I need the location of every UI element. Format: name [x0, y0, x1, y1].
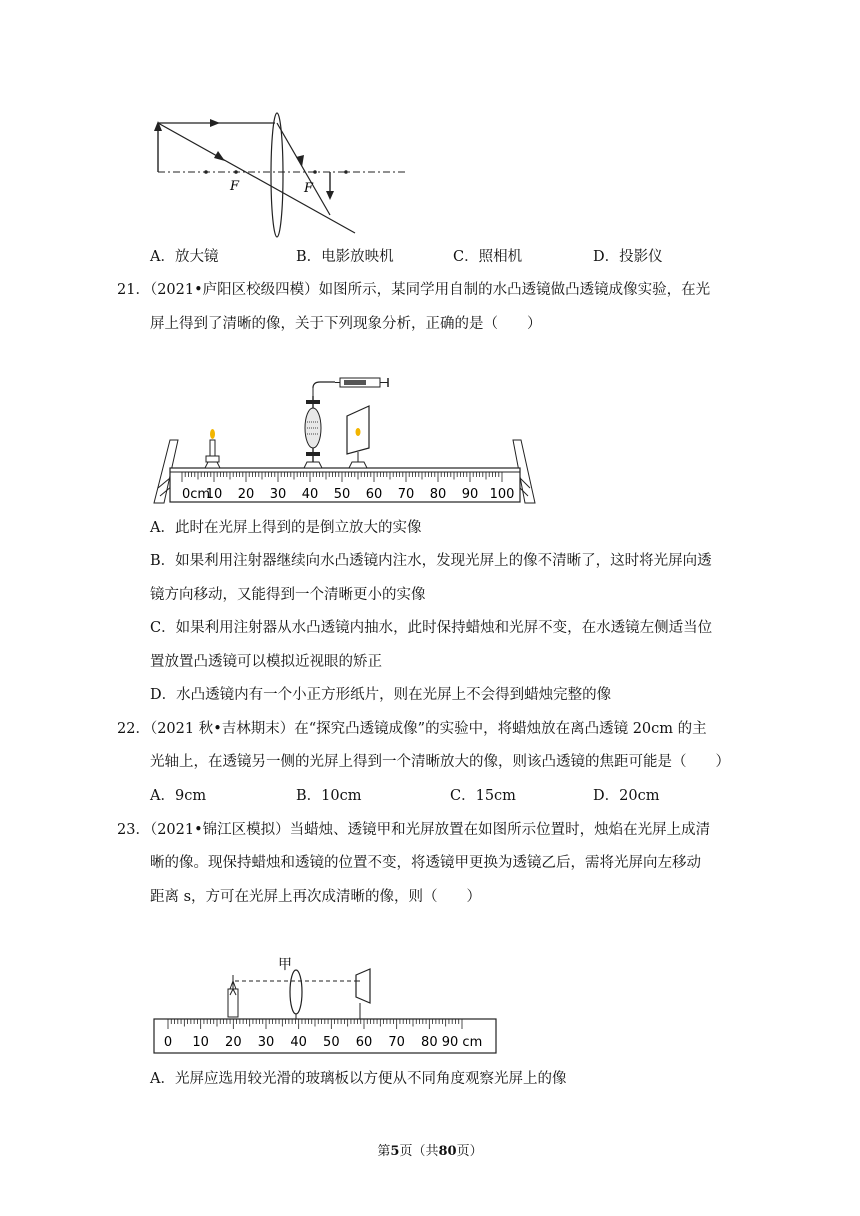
q22-option-d: D．20cm [593, 788, 660, 804]
q21-option-c-line1: C．如果利用注射器从水凸透镜内抽水，此时保持蜡烛和光屏不变，在水透镜左侧适当位 [150, 620, 713, 636]
focus-label-left: F [230, 179, 240, 194]
q22-stem-line1: 22．（2021 秋•吉林期末）在“探究凸透镜成像”的实验中，将蜡烛放在离凸透镜 20cm 的主 [117, 721, 707, 737]
q23-option-a: A．光屏应选用较光滑的玻璃板以方便从不同角度观察光屏上的像 [150, 1071, 567, 1087]
ray-diagram-figure [150, 105, 420, 230]
screen-23 [356, 969, 370, 1003]
ruler-label: 0cm [182, 487, 211, 502]
footer-total: 80 [438, 1144, 457, 1159]
footer-prefix: 第 [377, 1144, 391, 1159]
q22-option-c: C．15cm [450, 788, 516, 804]
ruler-label: 20 [225, 1035, 242, 1050]
q21-stem-line2: 屏上得到了清晰的像，关于下列现象分析，正确的是（ ） [150, 316, 542, 332]
q20-option-c: C．照相机 [453, 249, 523, 265]
focus-dot-2 [234, 170, 238, 174]
ruler-label: 60 [355, 1035, 373, 1050]
page-footer [0, 1140, 860, 1159]
ruler-label: 70 [388, 1035, 405, 1050]
q22-stem-line2: 光轴上，在透镜另一侧的光屏上得到一个清晰放大的像，则该凸透镜的焦距可能是（ ） [150, 754, 730, 770]
q21-option-a: A．此时在光屏上得到的是倒立放大的实像 [150, 520, 422, 536]
q20-option-b: B．电影放映机 [296, 249, 394, 265]
ray-through-focus [158, 123, 355, 233]
q22-option-a: A．9cm [150, 788, 207, 804]
ruler-label: 0 [163, 1035, 173, 1050]
q23-stem-line1: 23．（2021•锦江区模拟）当蜡烛、透镜甲和光屏放置在如图所示位置时，烛焰在光屏上成清 [117, 822, 711, 838]
ruler-label: 20 [237, 487, 255, 502]
candle-flame [210, 429, 215, 439]
candle [210, 440, 215, 456]
ruler-label: 40 [290, 1035, 307, 1050]
ruler-label: 80 [421, 1035, 438, 1050]
q21-option-c-line2: 置放置凸透镜可以模拟近视眼的矫正 [150, 654, 382, 670]
footer-suffix: 页） [456, 1144, 483, 1159]
ruler-label: 10 [205, 487, 223, 502]
focus-dot-4 [344, 170, 348, 174]
focus-label-right: F [304, 181, 314, 196]
q21-option-d: D．水凸透镜内有一个小正方形纸片，则在光屏上不会得到蜡烛完整的像 [150, 687, 612, 703]
ray-parallel-arrow [210, 119, 220, 127]
ruler-label: 70 [397, 487, 415, 502]
q21-option-b-line1: B．如果利用注射器继续向水凸透镜内注水，发现光屏上的像不清晰了，这时将光屏向透 [150, 553, 712, 569]
ruler-label: 50 [333, 487, 351, 502]
ruler-label: 80 [429, 487, 447, 502]
focus-dot-3 [313, 170, 317, 174]
ruler-label: 10 [192, 1035, 209, 1050]
ruler-label: 60 [365, 487, 383, 502]
lens-label: 甲 [278, 957, 292, 973]
ray-refracted-1 [277, 123, 330, 215]
screen-image [356, 428, 361, 436]
q20-option-d: D．投影仪 [593, 249, 663, 265]
image-arrow-head [326, 191, 334, 200]
q23-stem-line2: 晰的像。现保持蜡烛和透镜的位置不变，将透镜甲更换为透镜乙后，需将光屏向左移动 [150, 855, 701, 871]
q20-option-a: A．放大镜 [150, 249, 219, 265]
ray-refracted-1-arrow [296, 155, 304, 167]
footer-page: 5 [390, 1144, 400, 1159]
focus-dot-1 [204, 170, 208, 174]
q21-option-b-line2: 镜方向移动，又能得到一个清晰更小的实像 [150, 587, 426, 603]
ray-through-focus-arrow [214, 151, 225, 161]
q23-stem-line3: 距离 s，方可在光屏上再次成清晰的像，则（ ） [150, 889, 482, 905]
ruler-label: 30 [257, 1035, 275, 1050]
ruler-label: 50 [323, 1035, 340, 1050]
q21-stem-line1: 21．（2021•庐阳区校级四模）如图所示，某同学用自制的水凸透镜做凸透镜成像实验，在光 [117, 282, 711, 298]
ruler-label: 90 [461, 487, 479, 502]
convex-lens [271, 113, 283, 237]
ruler-label: 100 [489, 487, 515, 502]
lens-jia [290, 970, 302, 1014]
ruler-label: 40 [301, 487, 319, 502]
ruler-label: 90 cm [441, 1035, 483, 1050]
q22-option-b: B．10cm [296, 788, 362, 804]
optical-bench-figure [150, 378, 545, 508]
footer-middle: 页（共 [399, 1144, 439, 1159]
lens-bench-figure [150, 955, 500, 1055]
ruler-label: 30 [269, 487, 287, 502]
candle-23 [228, 989, 238, 1017]
